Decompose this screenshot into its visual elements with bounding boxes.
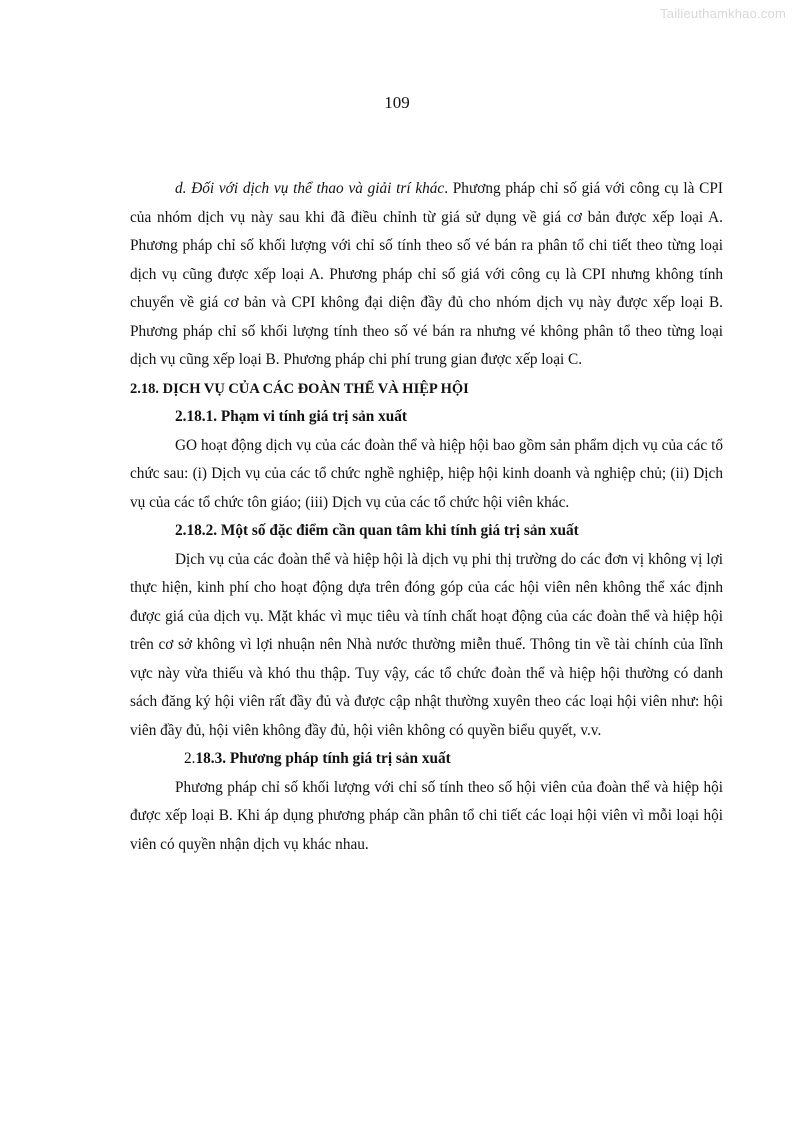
subsection-heading-characteristics: 2.18.2. Một số đặc điểm cần quan tâm khi tính giá trị sản xuất	[175, 522, 579, 539]
subsection-heading-method	[130, 745, 723, 774]
paragraph-scope: GO hoạt động dịch vụ của các đoàn thể và hiệp hội bao gồm sản phẩm dịch vụ của các tổ chức sau: (i) Dịch vụ của các tổ chức nghề nghiệp, hiệp hội kinh doanh và nghiệp chủ; (ii) Dịch vụ của các tổ chức tôn giáo; (iii) Dịch vụ của các tổ chức hội viên khác.	[130, 436, 723, 511]
heading-prefix: 2.	[184, 750, 196, 767]
paragraph-sports-entertainment	[130, 175, 723, 375]
watermark: Tailieuthamkhao.com	[660, 6, 786, 21]
paragraph-method: Phương pháp chỉ số khối lượng với chỉ số tính theo số hội viên của đoàn thể và hiệp hội được xếp loại B. Khi áp dụng phương pháp cần phân tổ chi tiết các loại hội viên vì mỗi loại hội viên có quyền nhận dịch vụ khác nhau.	[130, 778, 723, 853]
subsection-heading-scope: 2.18.1. Phạm vi tính giá trị sản xuất	[175, 408, 408, 425]
paragraph-lead-italic: d. Đối với dịch vụ thể thao và giải trí khác	[175, 180, 445, 197]
paragraph-characteristics: Dịch vụ của các đoàn thể và hiệp hội là dịch vụ phi thị trường do các đơn vị không vị lợi thực hiện, kinh phí cho hoạt động dựa trên đóng góp của các hội viên nên không thể xác định được giá của dịch vụ. Mặt khác vì mục tiêu và tính chất hoạt động của các đoàn thể và hiệp hội trên cơ sở không vì lợi nhuận nên Nhà nước thường miễn thuế. Thông tin về tài chính của lĩnh vực này vừa thiếu và khó thu thập. Tuy vậy, các tổ chức đoàn thể và hiệp hội thường có danh sách đăng ký hội viên rất đầy đủ và được cập nhật thường xuyên theo các loại hội viên như: hội viên đầy đủ, hội viên không đầy đủ, hội viên không có quyền biểu quyết, v.v.	[130, 550, 723, 739]
heading-rest: 18.3. Phương pháp tính giá trị sản xuất	[195, 750, 451, 767]
page-number: 109	[384, 93, 410, 112]
section-heading: 2.18. DỊCH VỤ CỦA CÁC ĐOÀN THỂ VÀ HIỆP HỘI	[130, 380, 469, 397]
document-body	[130, 175, 723, 859]
paragraph-text: . Phương pháp chỉ số giá với công cụ là CPI của nhóm dịch vụ này sau khi đã điều chỉnh từ giá sử dụng về giá cơ bản được xếp loại A. Phương pháp chỉ số khối lượng với chỉ số tính theo số vé bán ra phân tổ chi tiết theo từng loại dịch vụ cũng được xếp loại A. Phương pháp chỉ số giá với công cụ là CPI nhưng không tính chuyển về giá cơ bản và CPI không đại diện đầy đủ cho nhóm dịch vụ này được xếp loại B. Phương pháp chỉ số khối lượng tính theo số vé bán ra nhưng vé không phân tổ theo từng loại dịch vụ cũng xếp loại B. Phương pháp chi phí trung gian được xếp loại C.	[130, 180, 723, 368]
